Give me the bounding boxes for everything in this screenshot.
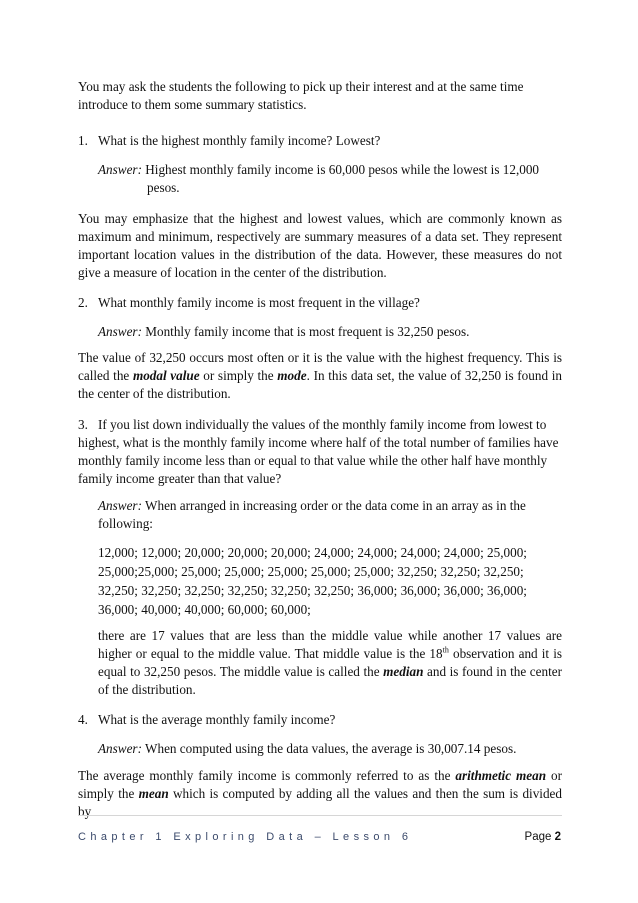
data-line: 36,000; 40,000; 40,000; 60,000; 60,000; xyxy=(98,602,311,617)
answer-text: Highest monthly family income is 60,000 pesos while the lowest is 12,000 xyxy=(141,162,540,177)
question-2 xyxy=(78,294,562,312)
paragraph-median xyxy=(98,627,562,699)
arithmetic-mean-term: arithmetic mean xyxy=(455,768,547,783)
data-line: 32,250; 32,250; 32,250; 32,250; 32,250; 32,250; 36,000; 36,000; 36,000; 36,000; xyxy=(98,583,527,598)
mode-text: . In this data set, the value of 32,250 is found in the center of the distribution. xyxy=(78,368,562,401)
question-1 xyxy=(78,132,562,150)
question-text: highest, what is the monthly family income where half of the total number of families have xyxy=(78,435,559,450)
answer-text-continued: following: xyxy=(98,516,153,531)
question-number: 1. xyxy=(78,133,88,148)
ordinal-suffix: th xyxy=(442,645,449,655)
page-label: Page xyxy=(524,831,555,843)
answer-label: Answer: xyxy=(98,324,142,339)
mode-text: The value of 32,250 occurs most often or it is the value with the highest frequency. This is called the xyxy=(78,350,562,383)
question-number: 4. xyxy=(78,712,88,727)
question-3 xyxy=(78,416,562,488)
answer-1 xyxy=(98,161,562,197)
modal-value-term: modal value xyxy=(132,368,200,383)
mean-text: or simply the xyxy=(78,768,562,801)
paragraph-mode xyxy=(78,349,562,403)
question-text: What is the average monthly family income? xyxy=(98,712,336,727)
question-text: If you list down individually the values of the monthly family income from lowest to xyxy=(98,417,547,432)
intro-paragraph xyxy=(78,78,562,114)
answer-2 xyxy=(98,323,562,341)
footer-page-number xyxy=(525,828,561,846)
answer-text: When arranged in increasing order or the data come in an array as in the xyxy=(141,498,526,513)
mean-text: which is computed by adding all the values and then the sum is divided by xyxy=(78,786,562,819)
question-number: 3. xyxy=(78,417,88,432)
question-text: What is the highest monthly family income? Lowest? xyxy=(98,133,381,148)
question-number: 2. xyxy=(78,295,88,310)
answer-text-continued: pesos. xyxy=(147,180,180,195)
median-text: and is found in the center of the distribution. xyxy=(98,664,562,697)
answer-3 xyxy=(98,497,562,533)
paragraph-mean xyxy=(78,767,562,821)
mode-text: or simply the xyxy=(199,368,278,383)
data-array xyxy=(98,543,562,619)
question-text: monthly family income less than or equal to that value while the other half have monthly xyxy=(78,453,548,468)
data-line: 25,000;25,000; 25,000; 25,000; 25,000; 25,000; 25,000; 32,250; 32,250; 32,250; xyxy=(98,564,524,579)
mean-text: The average monthly family income is commonly referred to as the xyxy=(78,768,456,783)
answer-text: When computed using the data values, the average is 30,007.14 pesos. xyxy=(141,741,517,756)
median-text: there are 17 values that are less than the middle value while another 17 values are higher or equal to the middle value. That middle value is the 18 xyxy=(98,628,562,661)
answer-text: Monthly family income that is most frequent is 32,250 pesos. xyxy=(141,324,470,339)
page-number: 2 xyxy=(554,831,561,843)
footer-chapter-title: Chapter 1 Exploring Data – Lesson 6 xyxy=(78,831,413,843)
intro-line-1: You may ask the students the following to pick up their interest and at the same time xyxy=(78,79,524,94)
answer-label: Answer: xyxy=(98,162,142,177)
answer-4 xyxy=(98,740,562,758)
question-text: family income greater than that value? xyxy=(78,471,282,486)
answer-label: Answer: xyxy=(98,498,142,513)
median-text: observation and it is equal to 32,250 pesos. The middle value is called the xyxy=(98,646,562,679)
median-term: median xyxy=(383,664,424,679)
paragraph-max-min: You may emphasize that the highest and lowest values, which are commonly known as maximum and minimum, respectively are summary measures of a data set. They represent important location values in the distribution of the data. However, these measures do not give a measure of location in the center of the distribution. xyxy=(78,211,562,280)
footer-divider xyxy=(78,815,562,816)
data-line: 12,000; 12,000; 20,000; 20,000; 20,000; 24,000; 24,000; 24,000; 24,000; 25,000; xyxy=(98,545,527,560)
question-4 xyxy=(78,711,562,729)
answer-label: Answer: xyxy=(98,741,142,756)
mode-term: mode xyxy=(277,368,307,383)
intro-line-2: introduce to them some summary statistics. xyxy=(78,97,307,112)
mean-term: mean xyxy=(138,786,169,801)
question-text: What monthly family income is most frequent in the village? xyxy=(98,295,420,310)
